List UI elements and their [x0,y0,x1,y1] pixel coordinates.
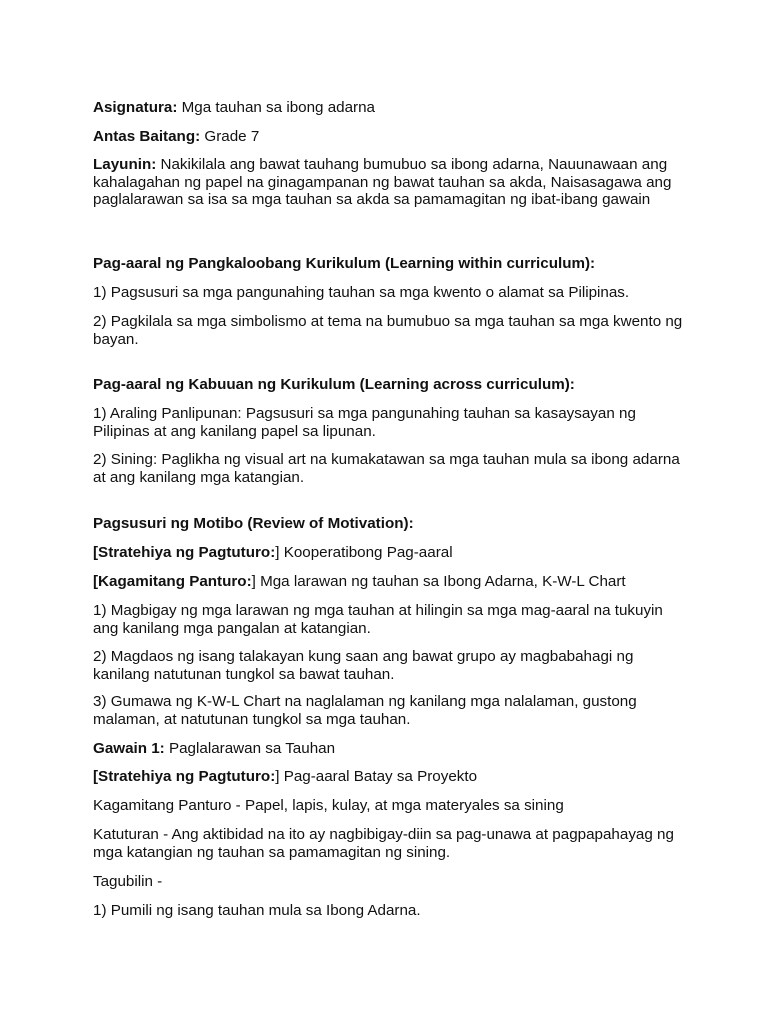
subject-line [93,99,683,117]
motivation-step: 2) Magdaos ng isang talakayan kung saan ang bawat grupo ay magbabahagi ng kanilang natutunan tungkol sa bawat tauhan. [93,648,634,683]
objective-paragraph [93,156,683,209]
grade-label: Antas Baitang: [93,128,201,145]
activity1-title: Paglalarawan sa Tauhan [168,740,336,757]
activity1-materials: Kagamitang Panturo - Papel, lapis, kulay, at mga materyales sa sining [93,797,564,814]
activity1-line [93,740,683,758]
subject-value: Mga tauhan sa ibong adarna [181,99,375,116]
subject-label: Asignatura: [93,99,178,116]
motivation-heading: Pagsusuri ng Motibo (Review of Motivation): [93,515,414,532]
activity1-instructions-label: Tagubilin - [93,873,163,890]
motivation-strategy-line [93,544,683,562]
objective-text: Nakikilala ang bawat tauhang bumubuo sa ibong adarna, Nauunawaan ang kahalagahan ng papel na ginagampanan ng bawat tauhan sa akda, Naisasagawa ang paglalarawan sa isa sa mga tauhan sa akda sa pamamagitan ng ibat-ibang gawain [93,156,672,208]
activity1-strategy-label: [Stratehiya ng Pagtuturo: [93,768,276,785]
objective-label: Layunin: [93,156,157,173]
materials-label: [Kagamitang Panturo: [93,573,252,590]
motivation-step: 3) Gumawa ng K-W-L Chart na naglalaman ng kanilang mga nalalaman, gustong malaman, at natutunan tungkol sa mga tauhan. [93,693,637,728]
strategy-value: ] Kooperatibong Pag-aaral [275,544,453,561]
activity1-label: Gawain 1: [93,740,165,757]
activity1-strategy-line [93,768,683,786]
motivation-step: 1) Magbigay ng mga larawan ng mga tauhan at hilingin sa mga mag-aaral na tukuyin ang kanilang mga pangalan at katangian. [93,602,663,637]
motivation-materials-line [93,573,683,591]
within-curriculum-heading: Pag-aaral ng Pangkaloobang Kurikulum (Learning within curriculum): [93,255,596,272]
within-curriculum-item: 2) Pagkilala sa mga simbolismo at tema na bumubuo sa mga tauhan sa mga kwento ng bayan. [93,313,683,348]
grade-value: Grade 7 [204,128,260,145]
materials-value: ] Mga larawan ng tauhan sa Ibong Adarna, K-W-L Chart [251,573,626,590]
strategy-label: [Stratehiya ng Pagtuturo: [93,544,276,561]
across-curriculum-heading: Pag-aaral ng Kabuuan ng Kurikulum (Learning across curriculum): [93,376,575,393]
grade-line [93,128,683,146]
across-curriculum-item: 1) Araling Panlipunan: Pagsusuri sa mga pangunahing tauhan sa kasaysayan ng Pilipinas at ang kanilang papel sa lipunan. [93,405,636,440]
activity1-rationale: Katuturan - Ang aktibidad na ito ay nagbibigay-diin sa pag-unawa at pagpapahayag ng mga katangian ng tauhan sa pamamagitan ng sining. [93,826,674,861]
across-curriculum-item: 2) Sining: Paglikha ng visual art na kumakatawan sa mga tauhan mula sa ibong adarna at ang kanilang mga katangian. [93,451,680,486]
within-curriculum-item: 1) Pagsusuri sa mga pangunahing tauhan sa mga kwento o alamat sa Pilipinas. [93,284,630,301]
activity1-strategy-value: ] Pag-aaral Batay sa Proyekto [275,768,478,785]
activity1-instruction-item: 1) Pumili ng isang tauhan mula sa Ibong Adarna. [93,902,421,919]
